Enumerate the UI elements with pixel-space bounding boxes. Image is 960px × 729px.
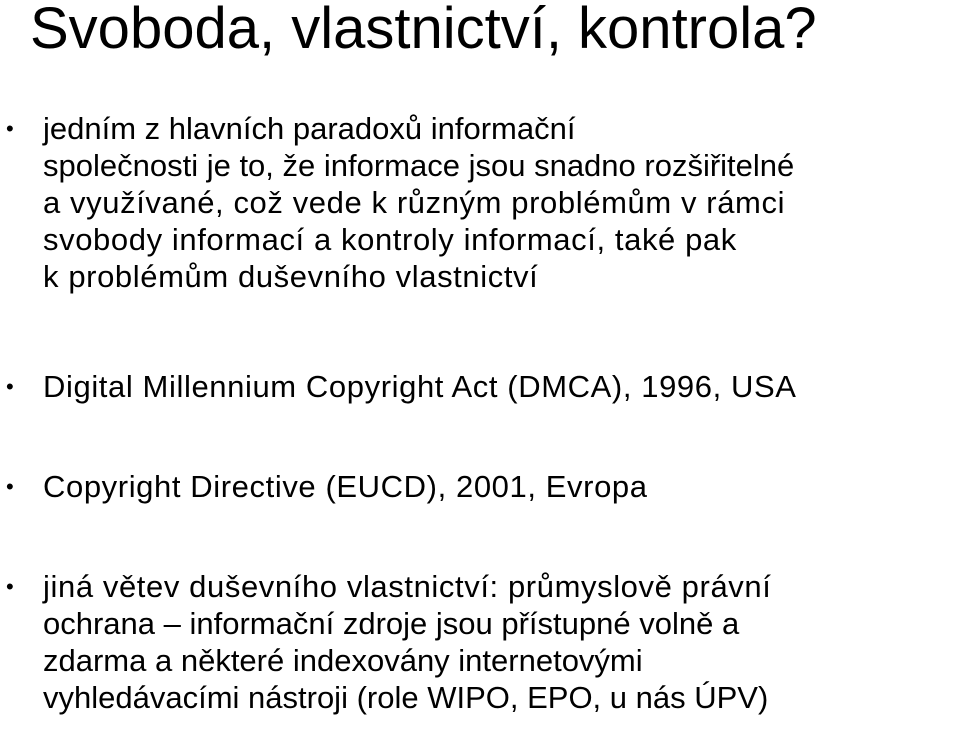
bullet-line: k problémům duševního vlastnictví: [43, 259, 539, 294]
bullet-line: jiná větev duševního vlastnictví: průmyslově právní: [43, 569, 772, 604]
bullet-line: a využívané, což vede k různým problémům v rámci: [43, 185, 786, 220]
bullet-line: společnosti je to, že informace jsou snadno rozšiřitelné: [43, 148, 795, 183]
bullet-text: [43, 468, 648, 505]
bullet-line: ochrana – informační zdroje jsou přístupné volně a: [43, 606, 740, 641]
bullet-line: Copyright Directive (EUCD), 2001, Evropa: [43, 469, 648, 504]
bullet-dot-icon: •: [6, 574, 14, 599]
bullet-dot-icon: •: [6, 474, 14, 499]
bullet-line: svobody informací a kontroly informací, také pak: [43, 222, 737, 257]
bullet-text: [43, 110, 794, 295]
bullet-dot-icon: •: [6, 374, 14, 399]
bullet-line: jedním z hlavních paradoxů informační: [43, 111, 576, 146]
bullet-line: zdarma a některé indexovány internetovými: [43, 643, 643, 678]
bullet-line: vyhledávacími nástroji (role WIPO, EPO, u nás ÚPV): [43, 680, 769, 715]
bullet-text: [43, 368, 797, 405]
bullet-line: Digital Millennium Copyright Act (DMCA), 1996, USA: [43, 369, 797, 404]
bullet-dot-icon: •: [6, 116, 14, 141]
slide-title: Svoboda, vlastnictví, kontrola?: [30, 0, 817, 61]
bullet-text: [43, 568, 771, 716]
